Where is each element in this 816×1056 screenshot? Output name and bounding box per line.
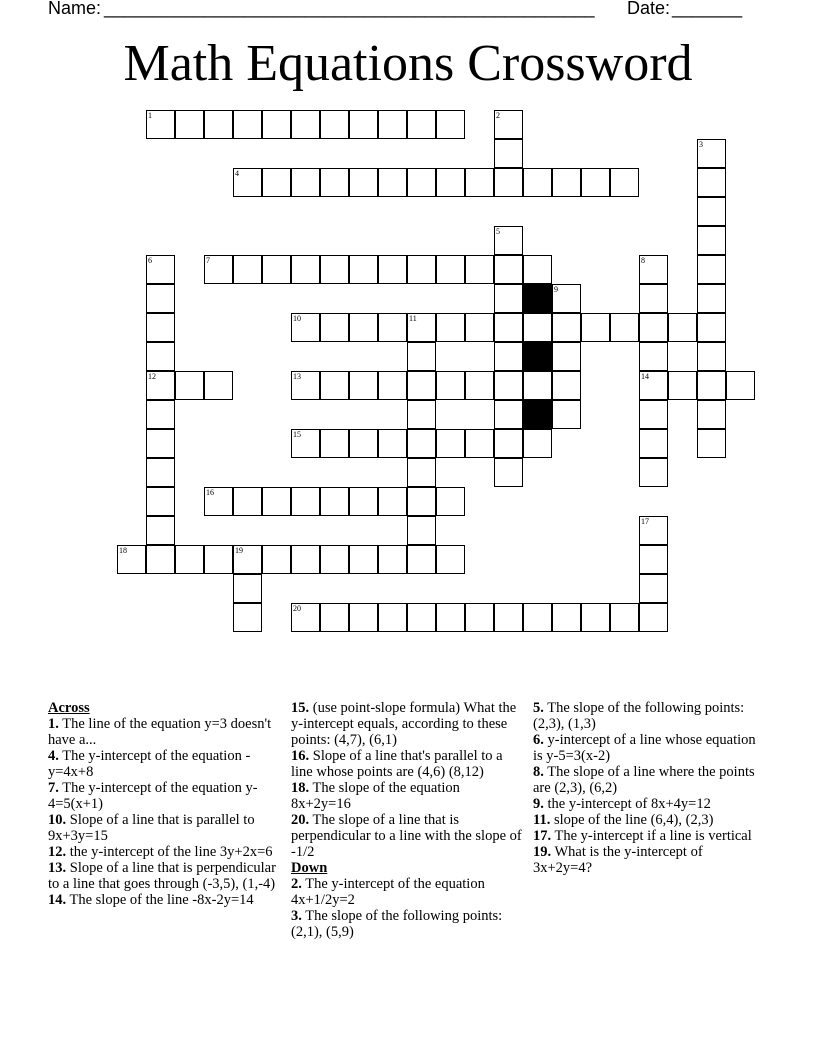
crossword-cell[interactable] — [378, 255, 407, 284]
clues-column-2 — [291, 700, 523, 940]
crossword-cell[interactable] — [639, 284, 668, 313]
crossword-cell[interactable] — [407, 429, 436, 458]
crossword-cell[interactable] — [233, 545, 262, 574]
down-heading: Down — [291, 860, 328, 876]
crossword-cell[interactable] — [291, 255, 320, 284]
crossword-cell[interactable] — [146, 110, 175, 139]
crossword-cell[interactable] — [407, 458, 436, 487]
crossword-cell[interactable] — [407, 487, 436, 516]
clue-text: The y-intercept if a line is vertical — [554, 828, 752, 844]
clue-number-label: 10 — [293, 314, 301, 323]
crossword-cell[interactable] — [726, 371, 755, 400]
crossword-cell[interactable] — [552, 342, 581, 371]
date-blank: _______ — [672, 0, 743, 18]
clue-across-13 — [48, 860, 280, 892]
crossword-cell[interactable] — [494, 429, 523, 458]
crossword-cell[interactable] — [465, 255, 494, 284]
crossword-cell[interactable] — [320, 168, 349, 197]
clue-across-20 — [291, 812, 523, 860]
crossword-cell[interactable] — [494, 603, 523, 632]
clue-number-label: 1 — [148, 111, 152, 120]
crossword-black-cell — [523, 342, 552, 371]
crossword-cell[interactable] — [320, 255, 349, 284]
crossword-cell[interactable] — [639, 371, 668, 400]
clue-number: 20. — [291, 812, 310, 828]
crossword-cell[interactable] — [697, 284, 726, 313]
crossword-cell[interactable] — [233, 603, 262, 632]
clue-number-label: 18 — [119, 546, 127, 555]
crossword-cell[interactable] — [552, 603, 581, 632]
clue-number-label: 11 — [409, 314, 417, 323]
crossword-cell[interactable] — [552, 400, 581, 429]
clue-number-label: 7 — [206, 256, 210, 265]
crossword-cell[interactable] — [697, 139, 726, 168]
crossword-cell[interactable] — [639, 342, 668, 371]
crossword-cell[interactable] — [320, 603, 349, 632]
crossword-cell[interactable] — [465, 313, 494, 342]
crossword-cell[interactable] — [233, 110, 262, 139]
clue-number-label: 12 — [148, 372, 156, 381]
crossword-cell[interactable] — [494, 168, 523, 197]
crossword-cell[interactable] — [436, 603, 465, 632]
crossword-cell[interactable] — [465, 168, 494, 197]
crossword-cell[interactable] — [146, 487, 175, 516]
clue-number: 4. — [48, 748, 59, 764]
crossword-cell[interactable] — [552, 371, 581, 400]
clue-text: Slope of a line that's parallel to a line whose points are (4,6) (8,12) — [291, 748, 503, 780]
crossword-cell[interactable] — [581, 603, 610, 632]
crossword-cell[interactable] — [378, 313, 407, 342]
crossword-cell[interactable] — [494, 458, 523, 487]
crossword-cell[interactable] — [378, 545, 407, 574]
crossword-cell[interactable] — [204, 255, 233, 284]
crossword-cell[interactable] — [523, 168, 552, 197]
crossword-cell[interactable] — [320, 313, 349, 342]
crossword-cell[interactable] — [146, 284, 175, 313]
crossword-cell[interactable] — [697, 342, 726, 371]
crossword-cell[interactable] — [291, 371, 320, 400]
clue-down-5 — [533, 700, 765, 732]
clue-across-4 — [48, 748, 280, 780]
clue-number: 12. — [48, 844, 67, 860]
crossword-cell[interactable] — [668, 371, 697, 400]
crossword-cell[interactable] — [407, 313, 436, 342]
clue-number-label: 20 — [293, 604, 301, 613]
crossword-cell[interactable] — [146, 313, 175, 342]
clue-number-label: 19 — [235, 546, 243, 555]
crossword-black-cell — [523, 284, 552, 313]
crossword-cell[interactable] — [320, 371, 349, 400]
crossword-cell[interactable] — [494, 226, 523, 255]
crossword-cell[interactable] — [639, 429, 668, 458]
clue-number: 6. — [533, 732, 544, 748]
crossword-cell[interactable] — [523, 603, 552, 632]
clue-text: slope of the line (6,4), (2,3) — [553, 812, 714, 828]
crossword-cell[interactable] — [494, 139, 523, 168]
clue-number: 9. — [533, 796, 544, 812]
clue-text: y-intercept of a line whose equation is y-5=3(x-2) — [533, 732, 756, 764]
crossword-cell[interactable] — [407, 516, 436, 545]
clue-down-17 — [533, 828, 765, 844]
clue-number-label: 17 — [641, 517, 649, 526]
crossword-cell[interactable] — [697, 255, 726, 284]
clue-number: 14. — [48, 892, 67, 908]
crossword-cell[interactable] — [494, 255, 523, 284]
crossword-cell[interactable] — [291, 110, 320, 139]
clue-number-label: 6 — [148, 256, 152, 265]
crossword-cell[interactable] — [146, 545, 175, 574]
crossword-cell[interactable] — [523, 313, 552, 342]
clue-text: The slope of the line -8x-2y=14 — [69, 892, 254, 908]
crossword-cell[interactable] — [639, 313, 668, 342]
crossword-cell[interactable] — [262, 487, 291, 516]
clue-text: What is the y-intercept of 3x+2y=4? — [533, 844, 703, 876]
page-title: Math Equations Crossword — [123, 35, 693, 92]
clue-number: 19. — [533, 844, 552, 860]
crossword-cell[interactable] — [349, 255, 378, 284]
clue-down-6 — [533, 732, 765, 764]
crossword-cell[interactable] — [291, 429, 320, 458]
across-heading: Across — [48, 700, 90, 716]
clue-number: 8. — [533, 764, 544, 780]
crossword-cell[interactable] — [523, 255, 552, 284]
crossword-cell[interactable] — [146, 371, 175, 400]
crossword-cell[interactable] — [204, 487, 233, 516]
clue-across-12 — [48, 844, 280, 860]
crossword-cell[interactable] — [407, 110, 436, 139]
crossword-cell[interactable] — [233, 487, 262, 516]
crossword-cell[interactable] — [175, 545, 204, 574]
clue-number-label: 9 — [554, 285, 558, 294]
clue-across-18 — [291, 780, 523, 812]
crossword-cell[interactable] — [639, 255, 668, 284]
crossword-cell[interactable] — [436, 313, 465, 342]
clue-across-7 — [48, 780, 280, 812]
crossword-cell[interactable] — [378, 487, 407, 516]
clue-text: The slope of a line that is perpendicular to a line with the slope of -1/2 — [291, 812, 522, 860]
clue-text: The slope of the equation 8x+2y=16 — [291, 780, 460, 812]
crossword-cell[interactable] — [697, 197, 726, 226]
crossword-cell[interactable] — [349, 110, 378, 139]
crossword-cell[interactable] — [262, 168, 291, 197]
crossword-cell[interactable] — [697, 400, 726, 429]
clue-text: Slope of a line that is perpendicular to a line that goes through (-3,5), (1,-4) — [48, 860, 276, 892]
clue-number: 17. — [533, 828, 552, 844]
crossword-cell[interactable] — [320, 545, 349, 574]
clue-number: 1. — [48, 716, 59, 732]
clue-number: 13. — [48, 860, 67, 876]
crossword-cell[interactable] — [436, 168, 465, 197]
clue-text: The slope of the following points: (2,3), (1,3) — [533, 700, 745, 732]
crossword-cell[interactable] — [494, 342, 523, 371]
crossword-cell[interactable] — [262, 110, 291, 139]
crossword-cell[interactable] — [320, 429, 349, 458]
clue-number-label: 8 — [641, 256, 645, 265]
clue-text: The y-intercept of the equation y-4=5(x+1) — [48, 780, 258, 812]
crossword-cell[interactable] — [349, 371, 378, 400]
date-label: Date: — [627, 0, 671, 18]
crossword-cell[interactable] — [436, 371, 465, 400]
crossword-cell[interactable] — [639, 603, 668, 632]
crossword-cell[interactable] — [494, 371, 523, 400]
crossword-cell[interactable] — [407, 400, 436, 429]
crossword-cell[interactable] — [436, 429, 465, 458]
crossword-cell[interactable] — [291, 313, 320, 342]
clue-text: (use point-slope formula) What the y-intercept equals, according to these points: (4,7), (6,1) — [291, 700, 517, 748]
crossword-cell[interactable] — [204, 545, 233, 574]
crossword-cell[interactable] — [378, 168, 407, 197]
clue-number: 3. — [291, 908, 302, 924]
crossword-cell[interactable] — [610, 313, 639, 342]
clue-down-2 — [291, 876, 523, 908]
crossword-cell[interactable] — [349, 168, 378, 197]
crossword-cell[interactable] — [407, 545, 436, 574]
crossword-cell[interactable] — [146, 429, 175, 458]
clue-across-1 — [48, 716, 280, 748]
clue-number-label: 3 — [699, 140, 703, 149]
clue-across-10 — [48, 812, 280, 844]
crossword-cell[interactable] — [349, 429, 378, 458]
clue-number-label: 13 — [293, 372, 301, 381]
clue-number: 10. — [48, 812, 67, 828]
crossword-cell[interactable] — [349, 487, 378, 516]
clue-text: the y-intercept of the line 3y+2x=6 — [69, 844, 273, 860]
clue-down-8 — [533, 764, 765, 796]
clue-text: The line of the equation y=3 doesn't have a... — [48, 716, 272, 748]
crossword-black-cell — [523, 400, 552, 429]
clue-number: 16. — [291, 748, 310, 764]
crossword-cell[interactable] — [175, 371, 204, 400]
clue-across-16 — [291, 748, 523, 780]
crossword-cell[interactable] — [552, 168, 581, 197]
crossword-cell[interactable] — [349, 313, 378, 342]
clue-number-label: 14 — [641, 372, 649, 381]
crossword-cell[interactable] — [610, 168, 639, 197]
crossword-cell[interactable] — [262, 255, 291, 284]
clue-number-label: 16 — [206, 488, 214, 497]
crossword-cell[interactable] — [639, 400, 668, 429]
clue-across-15 — [291, 700, 523, 748]
crossword-cell[interactable] — [320, 487, 349, 516]
crossword-cell[interactable] — [146, 255, 175, 284]
crossword-cell[interactable] — [233, 168, 262, 197]
clue-number-label: 4 — [235, 169, 239, 178]
crossword-cell[interactable] — [349, 603, 378, 632]
crossword-cell[interactable] — [639, 516, 668, 545]
crossword-cell[interactable] — [494, 400, 523, 429]
crossword-cell[interactable] — [552, 313, 581, 342]
clue-number: 11. — [533, 812, 551, 828]
name-blank: _________________________________________________ — [104, 0, 595, 18]
name-label: Name: — [48, 0, 102, 18]
clue-number-label: 5 — [496, 227, 500, 236]
clue-number-label: 2 — [496, 111, 500, 120]
crossword-cell[interactable] — [697, 313, 726, 342]
crossword-cell[interactable] — [117, 545, 146, 574]
crossword-cell[interactable] — [407, 371, 436, 400]
crossword-cell[interactable] — [436, 487, 465, 516]
crossword-cell[interactable] — [610, 603, 639, 632]
crossword-cell[interactable] — [291, 168, 320, 197]
crossword-cell[interactable] — [407, 342, 436, 371]
crossword-cell[interactable] — [204, 371, 233, 400]
clue-down-11 — [533, 812, 765, 828]
clue-text: The y-intercept of the equation 4x+1/2y=2 — [291, 876, 485, 908]
crossword-cell[interactable] — [204, 110, 233, 139]
crossword-cell[interactable] — [523, 429, 552, 458]
clues-column-3 — [533, 700, 765, 876]
crossword-cell[interactable] — [436, 545, 465, 574]
crossword-cell[interactable] — [639, 458, 668, 487]
crossword-cell[interactable] — [494, 110, 523, 139]
crossword-cell[interactable] — [523, 371, 552, 400]
crossword-cell[interactable] — [378, 429, 407, 458]
crossword-cell[interactable] — [262, 545, 291, 574]
clue-number-label: 15 — [293, 430, 301, 439]
crossword-cell[interactable] — [146, 458, 175, 487]
crossword-cell[interactable] — [320, 110, 349, 139]
clue-text: The y-intercept of the equation -y=4x+8 — [48, 748, 251, 780]
crossword-cell[interactable] — [378, 371, 407, 400]
crossword-cell[interactable] — [436, 255, 465, 284]
crossword-cell[interactable] — [494, 313, 523, 342]
clue-number: 18. — [291, 780, 310, 796]
crossword-cell[interactable] — [175, 110, 204, 139]
clue-down-9 — [533, 796, 765, 812]
crossword-cell[interactable] — [465, 371, 494, 400]
crossword-cell[interactable] — [639, 574, 668, 603]
clue-across-14 — [48, 892, 280, 908]
clue-number: 15. — [291, 700, 310, 716]
crossword-cell[interactable] — [697, 429, 726, 458]
crossword-cell[interactable] — [378, 110, 407, 139]
crossword-cell[interactable] — [552, 284, 581, 313]
crossword-cell[interactable] — [581, 313, 610, 342]
clue-number: 7. — [48, 780, 59, 796]
crossword-cell[interactable] — [233, 255, 262, 284]
crossword-cell[interactable] — [291, 545, 320, 574]
crossword-cell[interactable] — [697, 168, 726, 197]
clue-text: The slope of the following points: (2,1), (5,9) — [291, 908, 503, 940]
crossword-cell[interactable] — [639, 545, 668, 574]
clue-down-19 — [533, 844, 765, 876]
clue-down-3 — [291, 908, 523, 940]
crossword-cell[interactable] — [291, 603, 320, 632]
crossword-cell[interactable] — [581, 168, 610, 197]
crossword-cell[interactable] — [407, 255, 436, 284]
crossword-cell[interactable] — [407, 603, 436, 632]
clue-text: the y-intercept of 8x+4y=12 — [547, 796, 711, 812]
crossword-cell[interactable] — [407, 168, 436, 197]
crossword-cell[interactable] — [436, 110, 465, 139]
crossword-cell[interactable] — [465, 429, 494, 458]
crossword-cell[interactable] — [233, 574, 262, 603]
crossword-cell[interactable] — [697, 371, 726, 400]
crossword-cell[interactable] — [146, 400, 175, 429]
crossword-cell[interactable] — [697, 226, 726, 255]
crossword-cell[interactable] — [378, 603, 407, 632]
clue-number: 2. — [291, 876, 302, 892]
crossword-cell[interactable] — [291, 487, 320, 516]
clues-column-1 — [48, 700, 280, 908]
crossword-cell[interactable] — [494, 284, 523, 313]
crossword-cell[interactable] — [668, 313, 697, 342]
crossword-cell[interactable] — [146, 342, 175, 371]
clue-number: 5. — [533, 700, 544, 716]
crossword-cell[interactable] — [349, 545, 378, 574]
clue-text: Slope of a line that is parallel to 9x+3y=15 — [48, 812, 255, 844]
clue-text: The slope of a line where the points are (2,3), (6,2) — [533, 764, 755, 796]
crossword-cell[interactable] — [146, 516, 175, 545]
crossword-cell[interactable] — [465, 603, 494, 632]
